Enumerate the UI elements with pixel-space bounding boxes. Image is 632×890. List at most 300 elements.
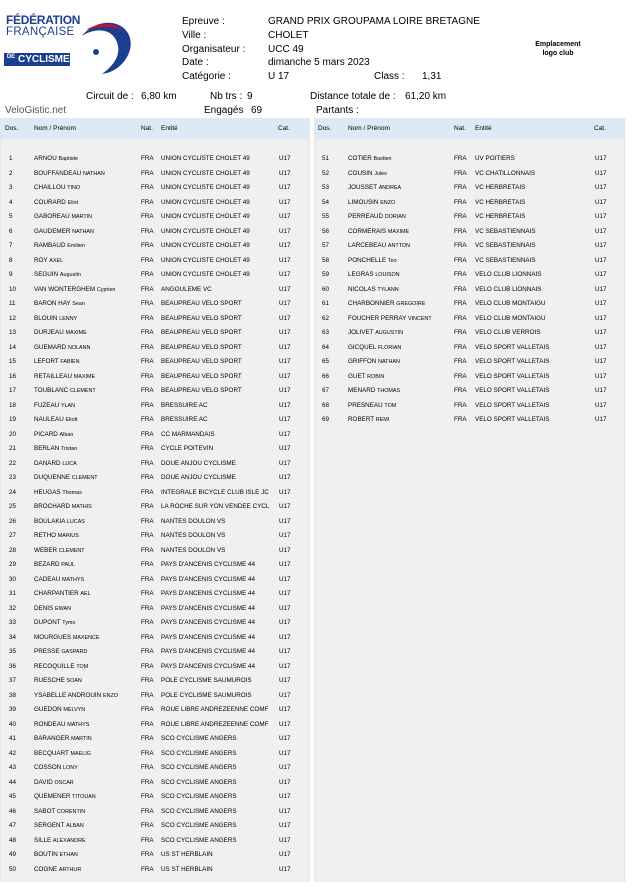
nationality: FRA xyxy=(454,401,467,409)
dossard-number: 4 xyxy=(9,198,13,206)
organisateur-value: UCC 49 xyxy=(268,44,304,55)
club-name: VELO CLUB MONTAIGU xyxy=(475,314,546,322)
rider-first-name: MAXENCE xyxy=(72,634,100,641)
table-row xyxy=(1,224,309,239)
club-name: BEAUPREAU VELO SPORT xyxy=(161,358,242,365)
rider-name xyxy=(348,184,452,191)
rider-first-name: MAXIME xyxy=(73,373,96,380)
nationality: FRA xyxy=(141,764,154,771)
rider-last-name: LEFORT xyxy=(34,358,59,365)
engages-label: Engagés xyxy=(204,105,244,116)
table-row xyxy=(315,311,624,326)
club-name: SCO CYCLISME ANGERS xyxy=(161,764,237,771)
dossard-number: 13 xyxy=(9,329,17,336)
rider-name xyxy=(34,561,139,568)
nationality: FRA xyxy=(141,329,154,336)
category: U17 xyxy=(279,851,291,858)
nationality: FRA xyxy=(454,387,467,394)
rider-first-name: ETHAN xyxy=(59,852,78,858)
rider-last-name: WEBER xyxy=(34,546,58,554)
table-row xyxy=(1,630,309,645)
rider-name xyxy=(348,257,452,264)
dossard-number: 54 xyxy=(322,198,330,206)
nationality: FRA xyxy=(141,604,154,612)
club-name: VC SEBASTIENNAIS xyxy=(475,256,536,264)
date-value: dimanche 5 mars 2023 xyxy=(268,57,370,68)
category: U17 xyxy=(279,358,291,365)
club-name: ROUE LIBRE ANDREZEENNE COMF xyxy=(161,720,269,728)
rider-first-name: MARIUS xyxy=(57,533,79,539)
table-row xyxy=(315,253,624,268)
table-row xyxy=(1,412,309,427)
circuit-value: 6,80 km xyxy=(141,91,177,102)
category: U17 xyxy=(279,517,291,525)
cyclist-swoosh-icon xyxy=(76,16,136,76)
nationality: FRA xyxy=(454,184,467,191)
nationality: FRA xyxy=(141,720,154,728)
table-row xyxy=(1,775,309,790)
club-name: DOUE ANJOU CYCLISME xyxy=(161,474,236,481)
rider-last-name: CHARPANTIER xyxy=(34,590,79,597)
category: U17 xyxy=(279,503,291,510)
club-name: UNION CYCLISTE CHOLET 49 xyxy=(161,155,250,162)
dossard-number: 14 xyxy=(9,343,17,351)
rider-first-name: MAXIME xyxy=(387,228,410,235)
club-name: SCO CYCLISME ANGERS xyxy=(161,749,237,757)
rider-name xyxy=(348,170,452,177)
category: U17 xyxy=(279,343,291,351)
table-row xyxy=(1,644,309,659)
rider-first-name: ENZO xyxy=(380,199,396,206)
rider-first-name: Bastien xyxy=(373,156,392,162)
nationality: FRA xyxy=(454,198,467,206)
table-header xyxy=(315,118,624,139)
dossard-number: 15 xyxy=(9,358,17,365)
dossard-number: 20 xyxy=(9,430,17,438)
rider-name xyxy=(34,170,139,177)
table-row xyxy=(1,180,309,195)
table-row xyxy=(1,441,309,456)
dossard-number: 62 xyxy=(322,314,330,322)
rider-name xyxy=(34,315,139,322)
category: U17 xyxy=(279,416,291,423)
category: U17 xyxy=(595,416,607,423)
table-row xyxy=(1,427,309,442)
rider-name xyxy=(348,286,452,293)
ffc-logo-de: DE xyxy=(6,54,16,60)
rider-name xyxy=(34,547,139,554)
table-row xyxy=(315,383,624,398)
class-label: Class : xyxy=(374,71,405,82)
distance-value: 61,20 km xyxy=(405,91,447,102)
rider-last-name: SILLE xyxy=(34,836,52,844)
nationality: FRA xyxy=(141,387,154,394)
category: U17 xyxy=(279,300,291,307)
dossard-number: 39 xyxy=(9,706,17,713)
rider-name xyxy=(34,750,139,757)
rider-first-name: REMI xyxy=(375,417,390,423)
category: U17 xyxy=(279,735,291,742)
category: U17 xyxy=(595,184,607,191)
rider-last-name: DANARD xyxy=(34,459,61,467)
class-value: 1,31 xyxy=(422,71,442,82)
ffc-logo-band xyxy=(4,53,70,66)
dossard-number: 41 xyxy=(9,735,17,742)
category: U17 xyxy=(279,793,291,800)
rider-last-name: BARON HAY xyxy=(34,300,71,307)
epreuve-label: Epreuve : xyxy=(182,16,225,27)
rider-last-name: RETHO xyxy=(34,532,57,539)
nationality: FRA xyxy=(454,213,467,220)
category: U17 xyxy=(279,474,291,481)
nationality: FRA xyxy=(454,300,467,307)
category: U17 xyxy=(279,213,291,220)
rider-first-name: LONY xyxy=(63,765,78,771)
rider-name xyxy=(34,402,139,409)
rider-name xyxy=(34,576,139,583)
rider-last-name: RECOQUILLE xyxy=(34,662,75,670)
rider-last-name: SABOT xyxy=(34,807,56,815)
nationality: FRA xyxy=(141,198,154,206)
category: U17 xyxy=(595,343,607,351)
category: U17 xyxy=(279,546,291,554)
category: U17 xyxy=(595,198,607,206)
category: U17 xyxy=(279,198,291,206)
rider-name xyxy=(34,503,139,510)
rider-name xyxy=(34,793,139,800)
rider-name xyxy=(348,344,452,351)
category: U17 xyxy=(595,271,607,278)
rider-last-name: BLOUIN xyxy=(34,314,58,322)
club-name: VELO SPORT VALLETAIS xyxy=(475,343,550,351)
rider-last-name: DUQUENNE xyxy=(34,474,71,481)
table-row xyxy=(1,528,309,543)
rider-first-name: NATHAN xyxy=(378,359,400,365)
rider-name xyxy=(34,648,139,655)
rider-first-name: MATHIS xyxy=(71,504,92,510)
table-row xyxy=(315,267,624,282)
dossard-number: 58 xyxy=(322,256,330,264)
club-name: ROUE LIBRE ANDREZEENNE COMF xyxy=(161,706,269,713)
rider-name xyxy=(34,721,139,728)
rider-last-name: GUET xyxy=(348,372,366,380)
rider-first-name: TITOUAN xyxy=(72,794,96,800)
emplacement-line1: Emplacement xyxy=(535,41,581,48)
rider-last-name: RETAILLEAU xyxy=(34,372,73,380)
club-name: NANTES DOULON VS xyxy=(161,517,226,525)
col-nom: Nom / Prénom xyxy=(34,125,76,132)
category: U17 xyxy=(595,155,607,162)
rider-name xyxy=(348,373,452,380)
table-row xyxy=(1,731,309,746)
rider-name xyxy=(34,373,139,380)
rider-first-name: PAUL xyxy=(61,562,75,568)
category: U17 xyxy=(595,169,607,177)
col-entite: Entité xyxy=(161,125,178,132)
rider-last-name: FOUCHER PERRAY xyxy=(348,314,407,322)
category: U17 xyxy=(279,430,291,438)
club-name: VC HERBRETAIS xyxy=(475,198,526,206)
nationality: FRA xyxy=(141,735,154,742)
dossard-number: 26 xyxy=(9,517,17,525)
table-row xyxy=(1,586,309,601)
rider-first-name: Teo xyxy=(387,257,397,264)
category: U17 xyxy=(279,155,291,162)
nationality: FRA xyxy=(141,619,154,626)
club-name: UNION CYCLISTE CHOLET 49 xyxy=(161,242,250,249)
rider-first-name: CLEMENT xyxy=(71,475,98,481)
dossard-number: 24 xyxy=(9,488,17,496)
category: U17 xyxy=(595,372,607,380)
table-row xyxy=(1,166,309,181)
rider-first-name: TYLANN xyxy=(377,286,399,293)
nationality: FRA xyxy=(141,691,154,699)
club-name: SCO CYCLISME ANGERS xyxy=(161,793,237,800)
club-name: UNION CYCLISTE CHOLET 49 xyxy=(161,227,250,235)
table-row xyxy=(1,862,309,877)
rider-last-name: BARANGER xyxy=(34,735,70,742)
dossard-number: 29 xyxy=(9,561,17,568)
dossard-number: 36 xyxy=(9,662,17,670)
category: U17 xyxy=(595,227,607,235)
rider-name xyxy=(34,416,139,423)
club-name: POLE CYCLISME SAUMUROIS xyxy=(161,691,252,699)
table-row xyxy=(1,717,309,732)
club-name: BEAUPREAU VELO SPORT xyxy=(161,343,242,351)
ville-label: Ville : xyxy=(182,30,207,41)
category: U17 xyxy=(595,329,607,336)
dossard-number: 30 xyxy=(9,575,17,583)
rider-last-name: RONDEAU xyxy=(34,720,66,728)
table-row xyxy=(1,615,309,630)
rider-last-name: GRIFFON xyxy=(348,358,377,365)
rider-name xyxy=(348,242,452,249)
rider-last-name: GABOREAU xyxy=(34,213,70,220)
category: U17 xyxy=(279,778,291,786)
dossard-number: 10 xyxy=(9,285,17,293)
rider-first-name: ALBAN xyxy=(66,823,84,829)
ffc-logo-line2: FRANÇAISE xyxy=(6,26,75,38)
rider-first-name: LENNY xyxy=(59,315,78,322)
nationality: FRA xyxy=(141,358,154,365)
rider-first-name: ARTHUR xyxy=(58,866,82,873)
rider-name xyxy=(34,692,139,699)
rider-first-name: GREGOIRE xyxy=(396,301,426,307)
rider-last-name: JOUSSET xyxy=(348,184,377,191)
dossard-number: 65 xyxy=(322,358,330,365)
rider-last-name: CHAILLOU xyxy=(34,184,66,191)
dossard-number: 1 xyxy=(9,155,13,162)
rider-last-name: PICARD xyxy=(34,430,58,438)
rider-first-name: SOAN xyxy=(66,678,82,684)
club-name: PAYS D'ANCENIS CYCLISME 44 xyxy=(161,561,256,568)
category: U17 xyxy=(279,445,291,452)
dossard-number: 52 xyxy=(322,169,330,177)
rider-first-name: MELVYN xyxy=(63,707,86,713)
category: U17 xyxy=(279,169,291,177)
club-name: SCO CYCLISME ANGERS xyxy=(161,735,237,742)
distance-label: Distance totale de : xyxy=(310,91,396,102)
category: U17 xyxy=(279,662,291,670)
nationality: FRA xyxy=(141,271,154,278)
dossard-number: 27 xyxy=(9,532,17,539)
table-row xyxy=(1,470,309,485)
rider-name xyxy=(34,271,139,278)
dossard-number: 42 xyxy=(9,749,17,757)
table-row xyxy=(1,833,309,848)
rider-first-name: MAELIG xyxy=(70,750,91,757)
category: U17 xyxy=(279,749,291,757)
table-row xyxy=(315,209,624,224)
category: U17 xyxy=(279,677,291,684)
club-name: NANTES DOULON VS xyxy=(161,546,226,554)
nationality: FRA xyxy=(454,372,467,380)
dossard-number: 56 xyxy=(322,227,330,235)
category: U17 xyxy=(279,242,291,249)
rider-name xyxy=(34,300,139,307)
ffc-logo-line1: FÉDÉRATION xyxy=(6,13,81,27)
rider-first-name: MARTIN xyxy=(71,214,93,220)
rider-last-name: ROBERT xyxy=(348,416,375,423)
rider-name xyxy=(34,837,139,844)
table-row xyxy=(315,398,624,413)
rider-last-name: LIMOUSIN xyxy=(348,198,379,206)
club-name: VC SEBASTIENNAIS xyxy=(475,242,536,249)
dossard-number: 34 xyxy=(9,633,17,641)
rider-first-name: MAXIME xyxy=(65,330,87,336)
dossard-number: 38 xyxy=(9,691,17,699)
table-row xyxy=(1,398,309,413)
rider-first-name: MATHYS xyxy=(62,576,85,583)
nationality: FRA xyxy=(141,488,154,496)
nationality: FRA xyxy=(454,227,467,235)
rider-last-name: GICQUEL xyxy=(348,343,377,351)
club-name: PAYS D'ANCENIS CYCLISME 44 xyxy=(161,648,256,655)
table-row xyxy=(315,282,624,297)
dossard-number: 9 xyxy=(9,271,13,278)
club-name: VELO SPORT VALLETAIS xyxy=(475,416,550,423)
table-row xyxy=(1,557,309,572)
date-label: Date : xyxy=(182,57,209,68)
club-name: SCO CYCLISME ANGERS xyxy=(161,822,237,829)
rider-name xyxy=(34,155,139,162)
rider-last-name: RUESCHE xyxy=(34,677,65,684)
nationality: FRA xyxy=(454,155,467,162)
nationality: FRA xyxy=(141,662,154,670)
dossard-number: 21 xyxy=(9,445,17,452)
rider-first-name: Jules xyxy=(374,170,387,177)
table-row xyxy=(1,253,309,268)
table-row xyxy=(1,311,309,326)
rider-name xyxy=(34,431,139,438)
rider-first-name: Baptiste xyxy=(58,156,78,162)
ffc-logo-line3: CYCLISME xyxy=(18,54,70,65)
dossard-number: 40 xyxy=(9,720,17,728)
rider-first-name: MARTIN xyxy=(71,736,92,742)
club-name: DOUE ANJOU CYCLISME xyxy=(161,459,236,467)
table-row xyxy=(1,296,309,311)
rider-last-name: DUPONT xyxy=(34,619,61,626)
dossard-number: 7 xyxy=(9,242,13,249)
category: U17 xyxy=(279,227,291,235)
club-name: SCO CYCLISME ANGERS xyxy=(161,778,237,786)
club-name: NANTES DOULON VS xyxy=(161,532,226,539)
velogistic-link[interactable]: VeloGistic.net xyxy=(5,105,67,116)
table-row xyxy=(1,499,309,514)
rider-name xyxy=(34,822,139,829)
table-row xyxy=(1,746,309,761)
rider-name xyxy=(34,257,139,264)
club-name: PAYS D'ANCENIS CYCLISME 44 xyxy=(161,633,256,641)
club-name: BEAUPREAU VELO SPORT xyxy=(161,372,242,380)
rider-last-name: BOULAKIA xyxy=(34,517,66,525)
nationality: FRA xyxy=(454,416,467,423)
rider-first-name: CLEMENT xyxy=(58,547,85,554)
table-row xyxy=(1,673,309,688)
entries-table-right xyxy=(314,118,625,882)
rider-first-name: AXEL xyxy=(49,257,64,264)
table-row xyxy=(1,151,309,166)
table-row xyxy=(1,267,309,282)
rider-name xyxy=(34,184,139,191)
col-nat: Nat. xyxy=(454,125,466,132)
dossard-number: 44 xyxy=(9,778,17,786)
club-name: PAYS D'ANCENIS CYCLISME 44 xyxy=(161,604,256,612)
rider-first-name: CLEMENT xyxy=(69,388,96,394)
club-name: POLE CYCLISME SAUMUROIS xyxy=(161,677,252,684)
nationality: FRA xyxy=(141,372,154,380)
rider-name xyxy=(34,866,139,873)
dossard-number: 37 xyxy=(9,677,17,684)
rider-name xyxy=(34,242,139,249)
category: U17 xyxy=(279,488,291,496)
rider-last-name: HEUGAS xyxy=(34,488,61,496)
dossard-number: 57 xyxy=(322,242,330,249)
category: U17 xyxy=(279,619,291,626)
rider-last-name: COTIER xyxy=(348,155,372,162)
club-name: VELO CLUB LIONNAIS xyxy=(475,285,542,293)
dossard-number: 28 xyxy=(9,546,17,554)
dossard-number: 18 xyxy=(9,401,17,409)
club-name: CC MARMANDAIS xyxy=(161,430,215,438)
col-cat: Cat. xyxy=(278,125,290,132)
rider-first-name: ROBIN xyxy=(367,373,385,380)
col-entite: Entité xyxy=(475,125,492,132)
rider-name xyxy=(348,387,452,394)
club-name: PAYS D'ANCENIS CYCLISME 44 xyxy=(161,590,256,597)
rider-name xyxy=(34,619,139,626)
rider-first-name: NATHAN xyxy=(72,228,94,235)
rider-last-name: GUEDON xyxy=(34,706,62,713)
nationality: FRA xyxy=(141,677,154,684)
nationality: FRA xyxy=(141,503,154,510)
rider-last-name: QUEMENER xyxy=(34,793,71,800)
nationality: FRA xyxy=(454,358,467,365)
category: U17 xyxy=(595,213,607,220)
rider-last-name: PERREAUD xyxy=(348,213,383,220)
dossard-number: 51 xyxy=(322,155,330,162)
nationality: FRA xyxy=(454,256,467,264)
rider-first-name: NATHAN xyxy=(82,170,105,177)
rider-last-name: RAMBAUD xyxy=(34,242,66,249)
ville-value: CHOLET xyxy=(268,30,309,41)
table-row xyxy=(315,238,624,253)
nationality: FRA xyxy=(141,590,154,597)
nationality: FRA xyxy=(141,532,154,539)
table-row xyxy=(1,369,309,384)
club-name: INTEGRALE BICYCLE CLUB ISLE JC xyxy=(161,488,269,496)
rider-last-name: COURARD xyxy=(34,198,66,206)
